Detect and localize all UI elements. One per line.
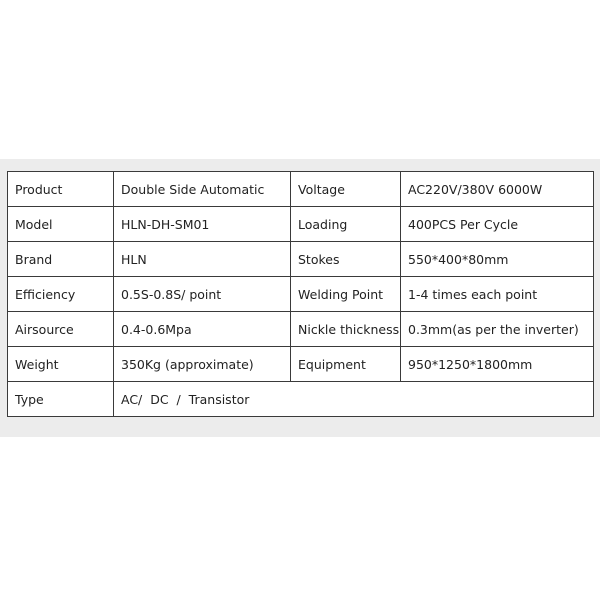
spec-label-brand: Brand [8, 242, 114, 277]
spec-value-welding-point: 1-4 times each point [401, 277, 594, 312]
table-row [8, 382, 594, 417]
table-row [8, 172, 594, 207]
table-row [8, 242, 594, 277]
spec-label-voltage: Voltage [291, 172, 401, 207]
spec-table [7, 171, 594, 417]
spec-value-nickle-thickness: 0.3mm(as per the inverter) [401, 312, 594, 347]
spec-value-voltage: AC220V/380V 6000W [401, 172, 594, 207]
spec-value-product: Double Side Automatic [114, 172, 291, 207]
spec-label-airsource: Airsource [8, 312, 114, 347]
spec-value-brand: HLN [114, 242, 291, 277]
spec-value-efficiency: 0.5S-0.8S/ point [114, 277, 291, 312]
spec-label-loading: Loading [291, 207, 401, 242]
table-row [8, 312, 594, 347]
spec-value-airsource: 0.4-0.6Mpa [114, 312, 291, 347]
spec-value-loading: 400PCS Per Cycle [401, 207, 594, 242]
table-row [8, 277, 594, 312]
spec-value-type: AC/ DC / Transistor [114, 382, 594, 417]
spec-label-type: Type [8, 382, 114, 417]
spec-label-stokes: Stokes [291, 242, 401, 277]
table-row [8, 207, 594, 242]
table-row [8, 347, 594, 382]
spec-label-nickle-thickness: Nickle thickness [291, 312, 401, 347]
spec-value-equipment: 950*1250*1800mm [401, 347, 594, 382]
spec-label-model: Model [8, 207, 114, 242]
spec-value-model: HLN-DH-SM01 [114, 207, 291, 242]
spec-label-equipment: Equipment [291, 347, 401, 382]
spec-value-stokes: 550*400*80mm [401, 242, 594, 277]
spec-label-efficiency: Efficiency [8, 277, 114, 312]
spec-label-weight: Weight [8, 347, 114, 382]
spec-label-product: Product [8, 172, 114, 207]
spec-label-welding-point: Welding Point [291, 277, 401, 312]
spec-value-weight: 350Kg (approximate) [114, 347, 291, 382]
